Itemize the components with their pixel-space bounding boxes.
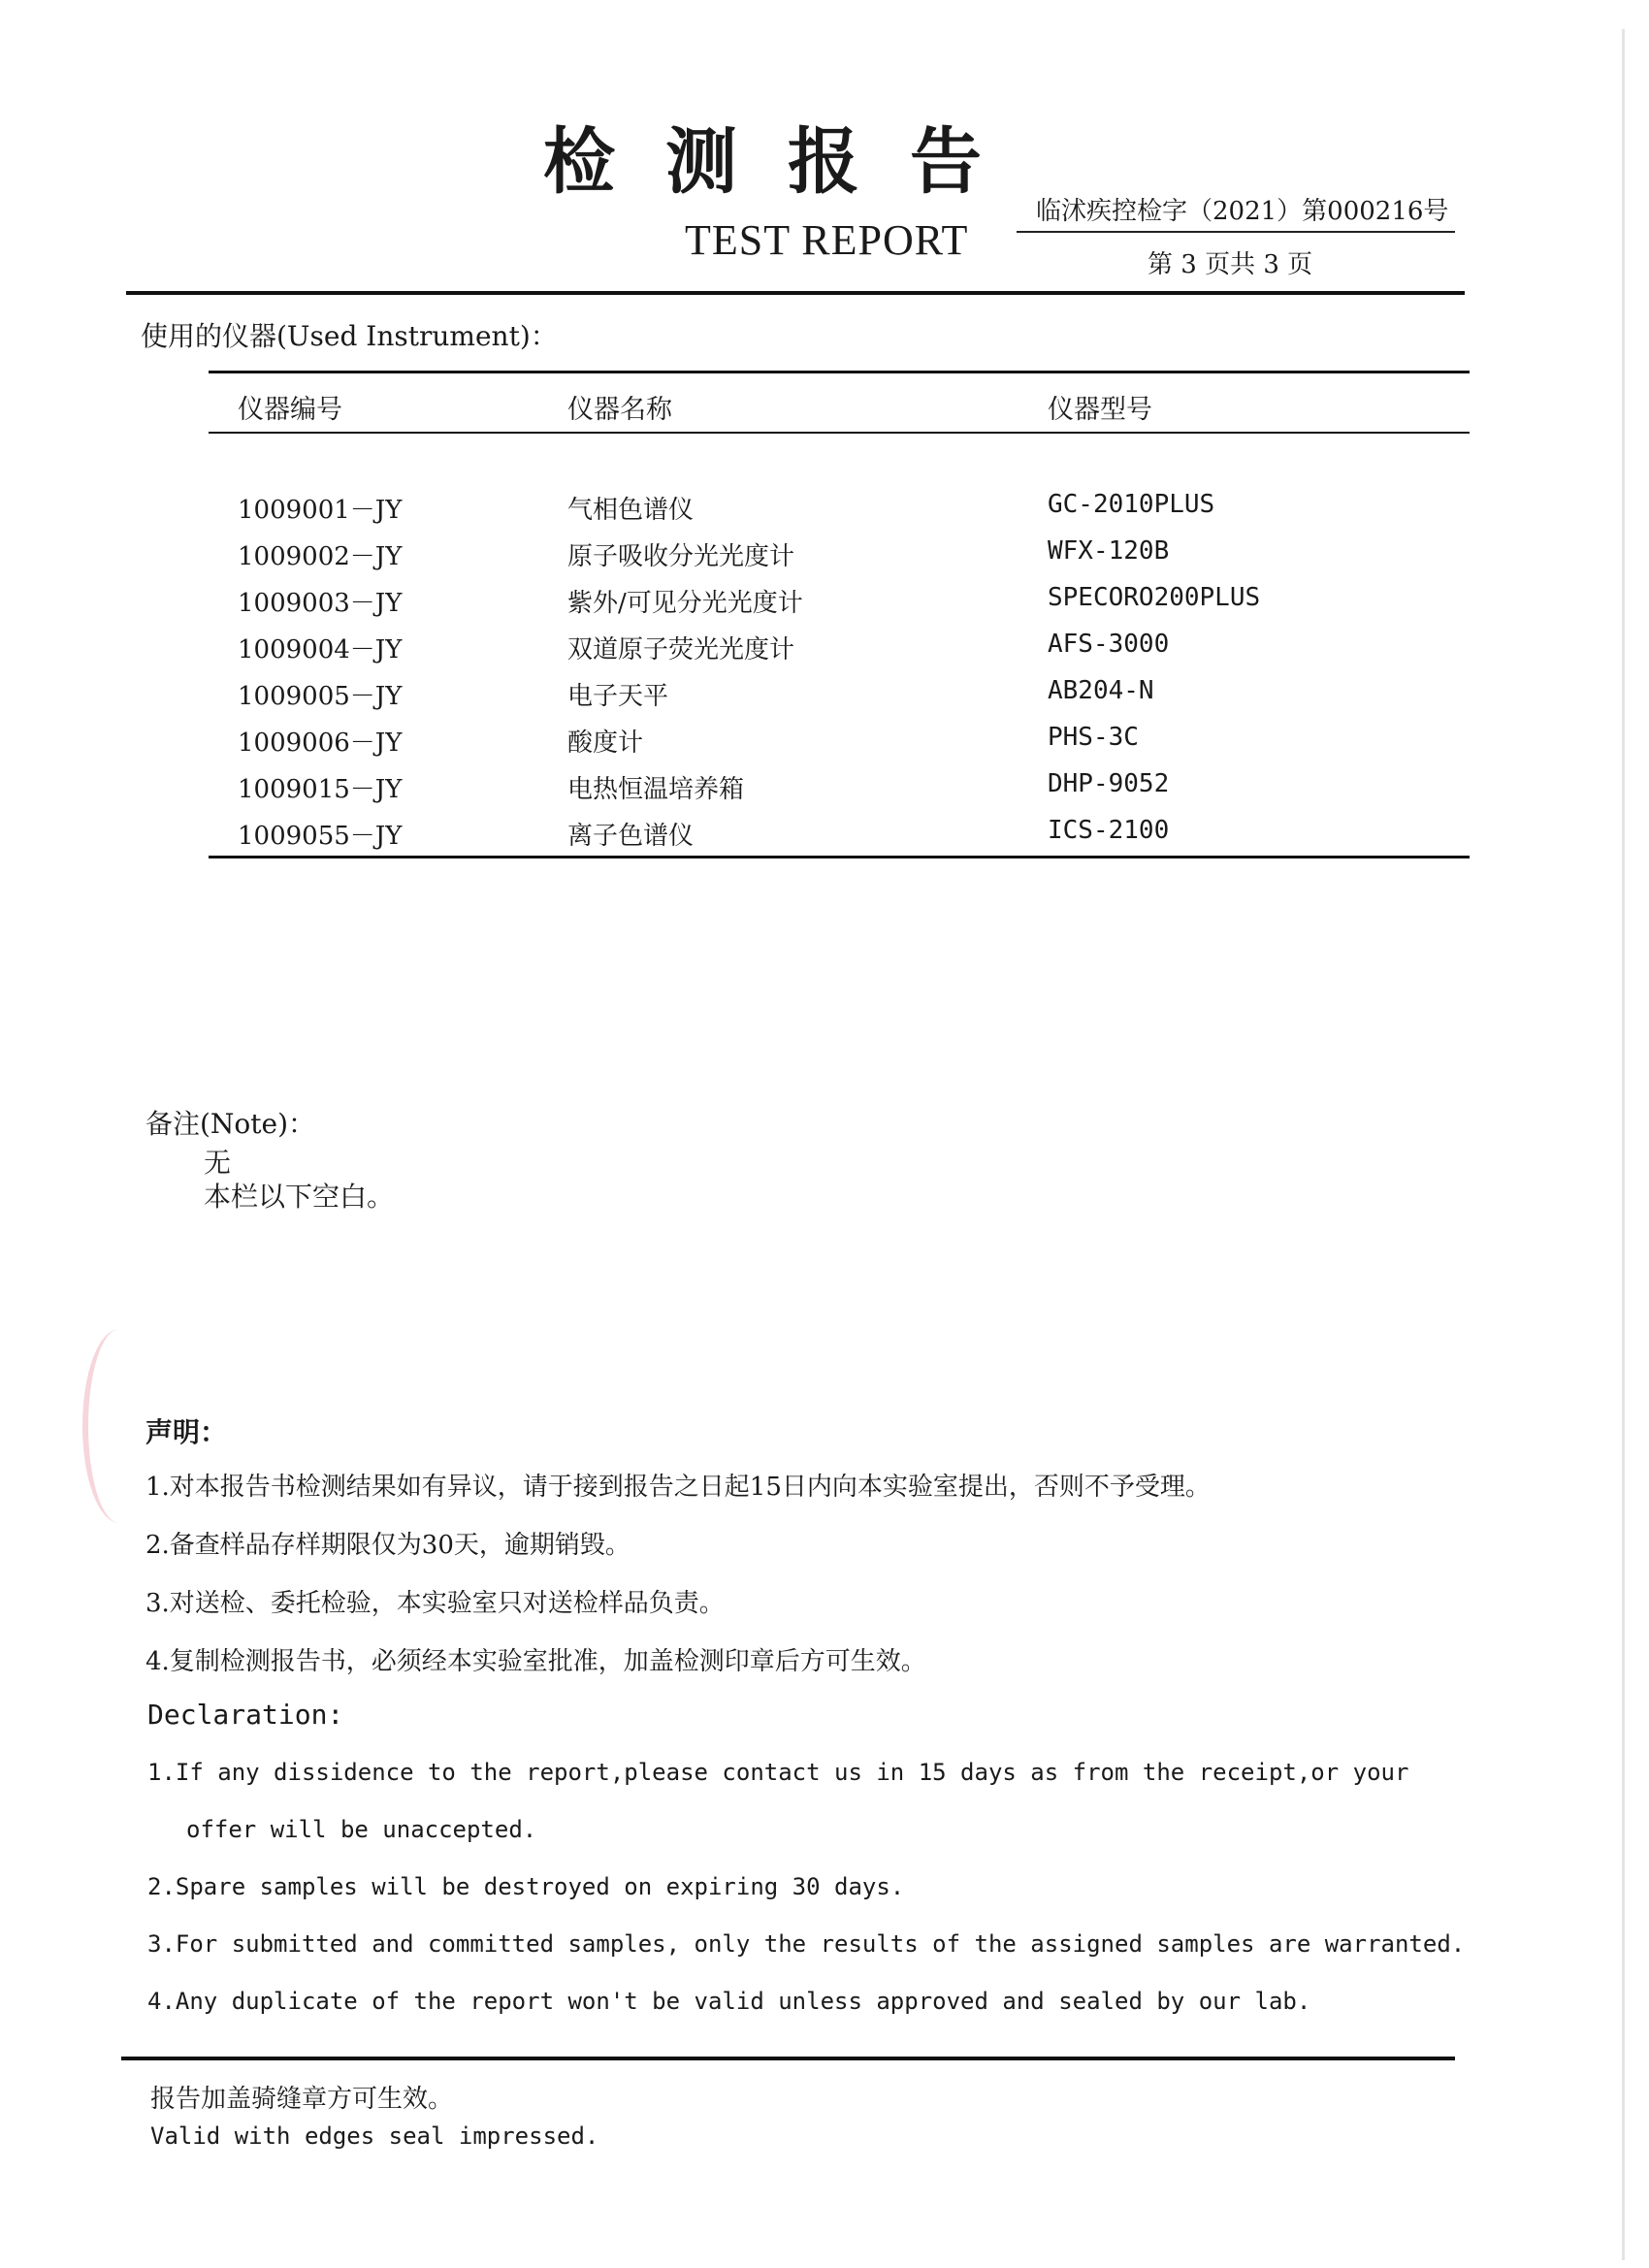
report-number-underline	[1017, 231, 1455, 233]
declaration-en-item: offer will be unaccepted.	[186, 1816, 537, 1843]
note-line: 无	[204, 1147, 232, 1179]
instruments-section-title: 使用的仪器(Used Instrument)：	[141, 320, 558, 352]
instrument-id: 1009005－JY	[238, 682, 403, 711]
table-row	[0, 676, 1649, 723]
table-bottom-rule	[209, 856, 1470, 859]
instrument-model: SPECORO200PLUS	[1048, 583, 1261, 612]
table-row	[0, 536, 1649, 583]
declaration-cn-item: 4.复制检测报告书，必须经本实验室批准，加盖检测印章后方可生效。	[146, 1647, 926, 1676]
instrument-model: ICS-2100	[1048, 816, 1170, 845]
report-title-cn: 检测报告	[543, 120, 1032, 204]
instrument-name: 双道原子荧光光度计	[567, 635, 795, 664]
footer-divider	[121, 2057, 1455, 2060]
instrument-name: 气相色谱仪	[567, 496, 695, 525]
declaration-cn-item: 1.对本报告书检测结果如有异议，请于接到报告之日起15日内向本实验室提出，否则不予受理。	[146, 1473, 1211, 1502]
declaration-en-item: 1.If any dissidence to the report,please contact us in 15 days as from the receipt,or your	[147, 1759, 1409, 1786]
column-header-instrument-model: 仪器型号	[1048, 395, 1152, 425]
instrument-name: 紫外/可见分光光度计	[567, 589, 803, 618]
declaration-en-item: 3.For submitted and committed samples, only the results of the assigned samples are warranted.	[147, 1930, 1466, 1958]
table-row	[0, 723, 1649, 769]
table-row	[0, 490, 1649, 536]
page-edge	[1622, 29, 1625, 2260]
report-title-en: TEST REPORT	[685, 216, 969, 264]
instrument-model: GC-2010PLUS	[1048, 490, 1215, 519]
instrument-name: 原子吸收分光光度计	[567, 542, 795, 571]
declaration-cn-item: 2.备查样品存样期限仅为30天，逾期销毁。	[146, 1531, 630, 1560]
declaration-en-item: 2.Spare samples will be destroyed on expiring 30 days.	[147, 1873, 905, 1900]
footer-note-en: Valid with edges seal impressed.	[150, 2122, 599, 2150]
column-header-instrument-name: 仪器名称	[567, 395, 672, 425]
instrument-id: 1009055－JY	[238, 822, 403, 851]
instrument-model: WFX-120B	[1048, 536, 1170, 566]
instrument-model: DHP-9052	[1048, 769, 1170, 798]
table-header-rule	[209, 432, 1470, 434]
footer-note-cn: 报告加盖骑缝章方可生效。	[150, 2085, 454, 2114]
instrument-id: 1009004－JY	[238, 635, 403, 664]
note-label: 备注(Note)：	[146, 1108, 316, 1140]
declaration-en-title: Declaration:	[147, 1699, 344, 1731]
instrument-model: AFS-3000	[1048, 630, 1170, 659]
table-row	[0, 769, 1649, 816]
declaration-cn-title: 声明：	[146, 1416, 228, 1448]
table-row	[0, 583, 1649, 630]
header-divider	[126, 291, 1465, 295]
seal-stamp-fragment	[82, 1329, 156, 1523]
instrument-id: 1009003－JY	[238, 589, 403, 618]
table-row	[0, 630, 1649, 676]
instrument-name: 电子天平	[567, 682, 669, 711]
instrument-name: 电热恒温培养箱	[567, 775, 745, 804]
instrument-name: 酸度计	[567, 729, 644, 758]
declaration-cn-item: 3.对送检、委托检验，本实验室只对送检样品负责。	[146, 1589, 725, 1618]
column-header-instrument-id: 仪器编号	[238, 395, 342, 425]
page-number: 第 3 页共 3 页	[1148, 250, 1313, 279]
declaration-en-item: 4.Any duplicate of the report won't be valid unless approved and sealed by our lab.	[147, 1988, 1311, 2015]
instrument-name: 离子色谱仪	[567, 822, 695, 851]
instrument-model: AB204-N	[1048, 676, 1154, 705]
instrument-id: 1009015－JY	[238, 775, 403, 804]
table-top-rule	[209, 371, 1470, 373]
note-line: 本栏以下空白。	[204, 1181, 395, 1213]
report-number: 临沭疾控检字（2021）第000216号	[1036, 197, 1449, 226]
instrument-id: 1009006－JY	[238, 729, 403, 758]
instrument-model: PHS-3C	[1048, 723, 1139, 752]
instrument-id: 1009002－JY	[238, 542, 403, 571]
instrument-id: 1009001－JY	[238, 496, 403, 525]
